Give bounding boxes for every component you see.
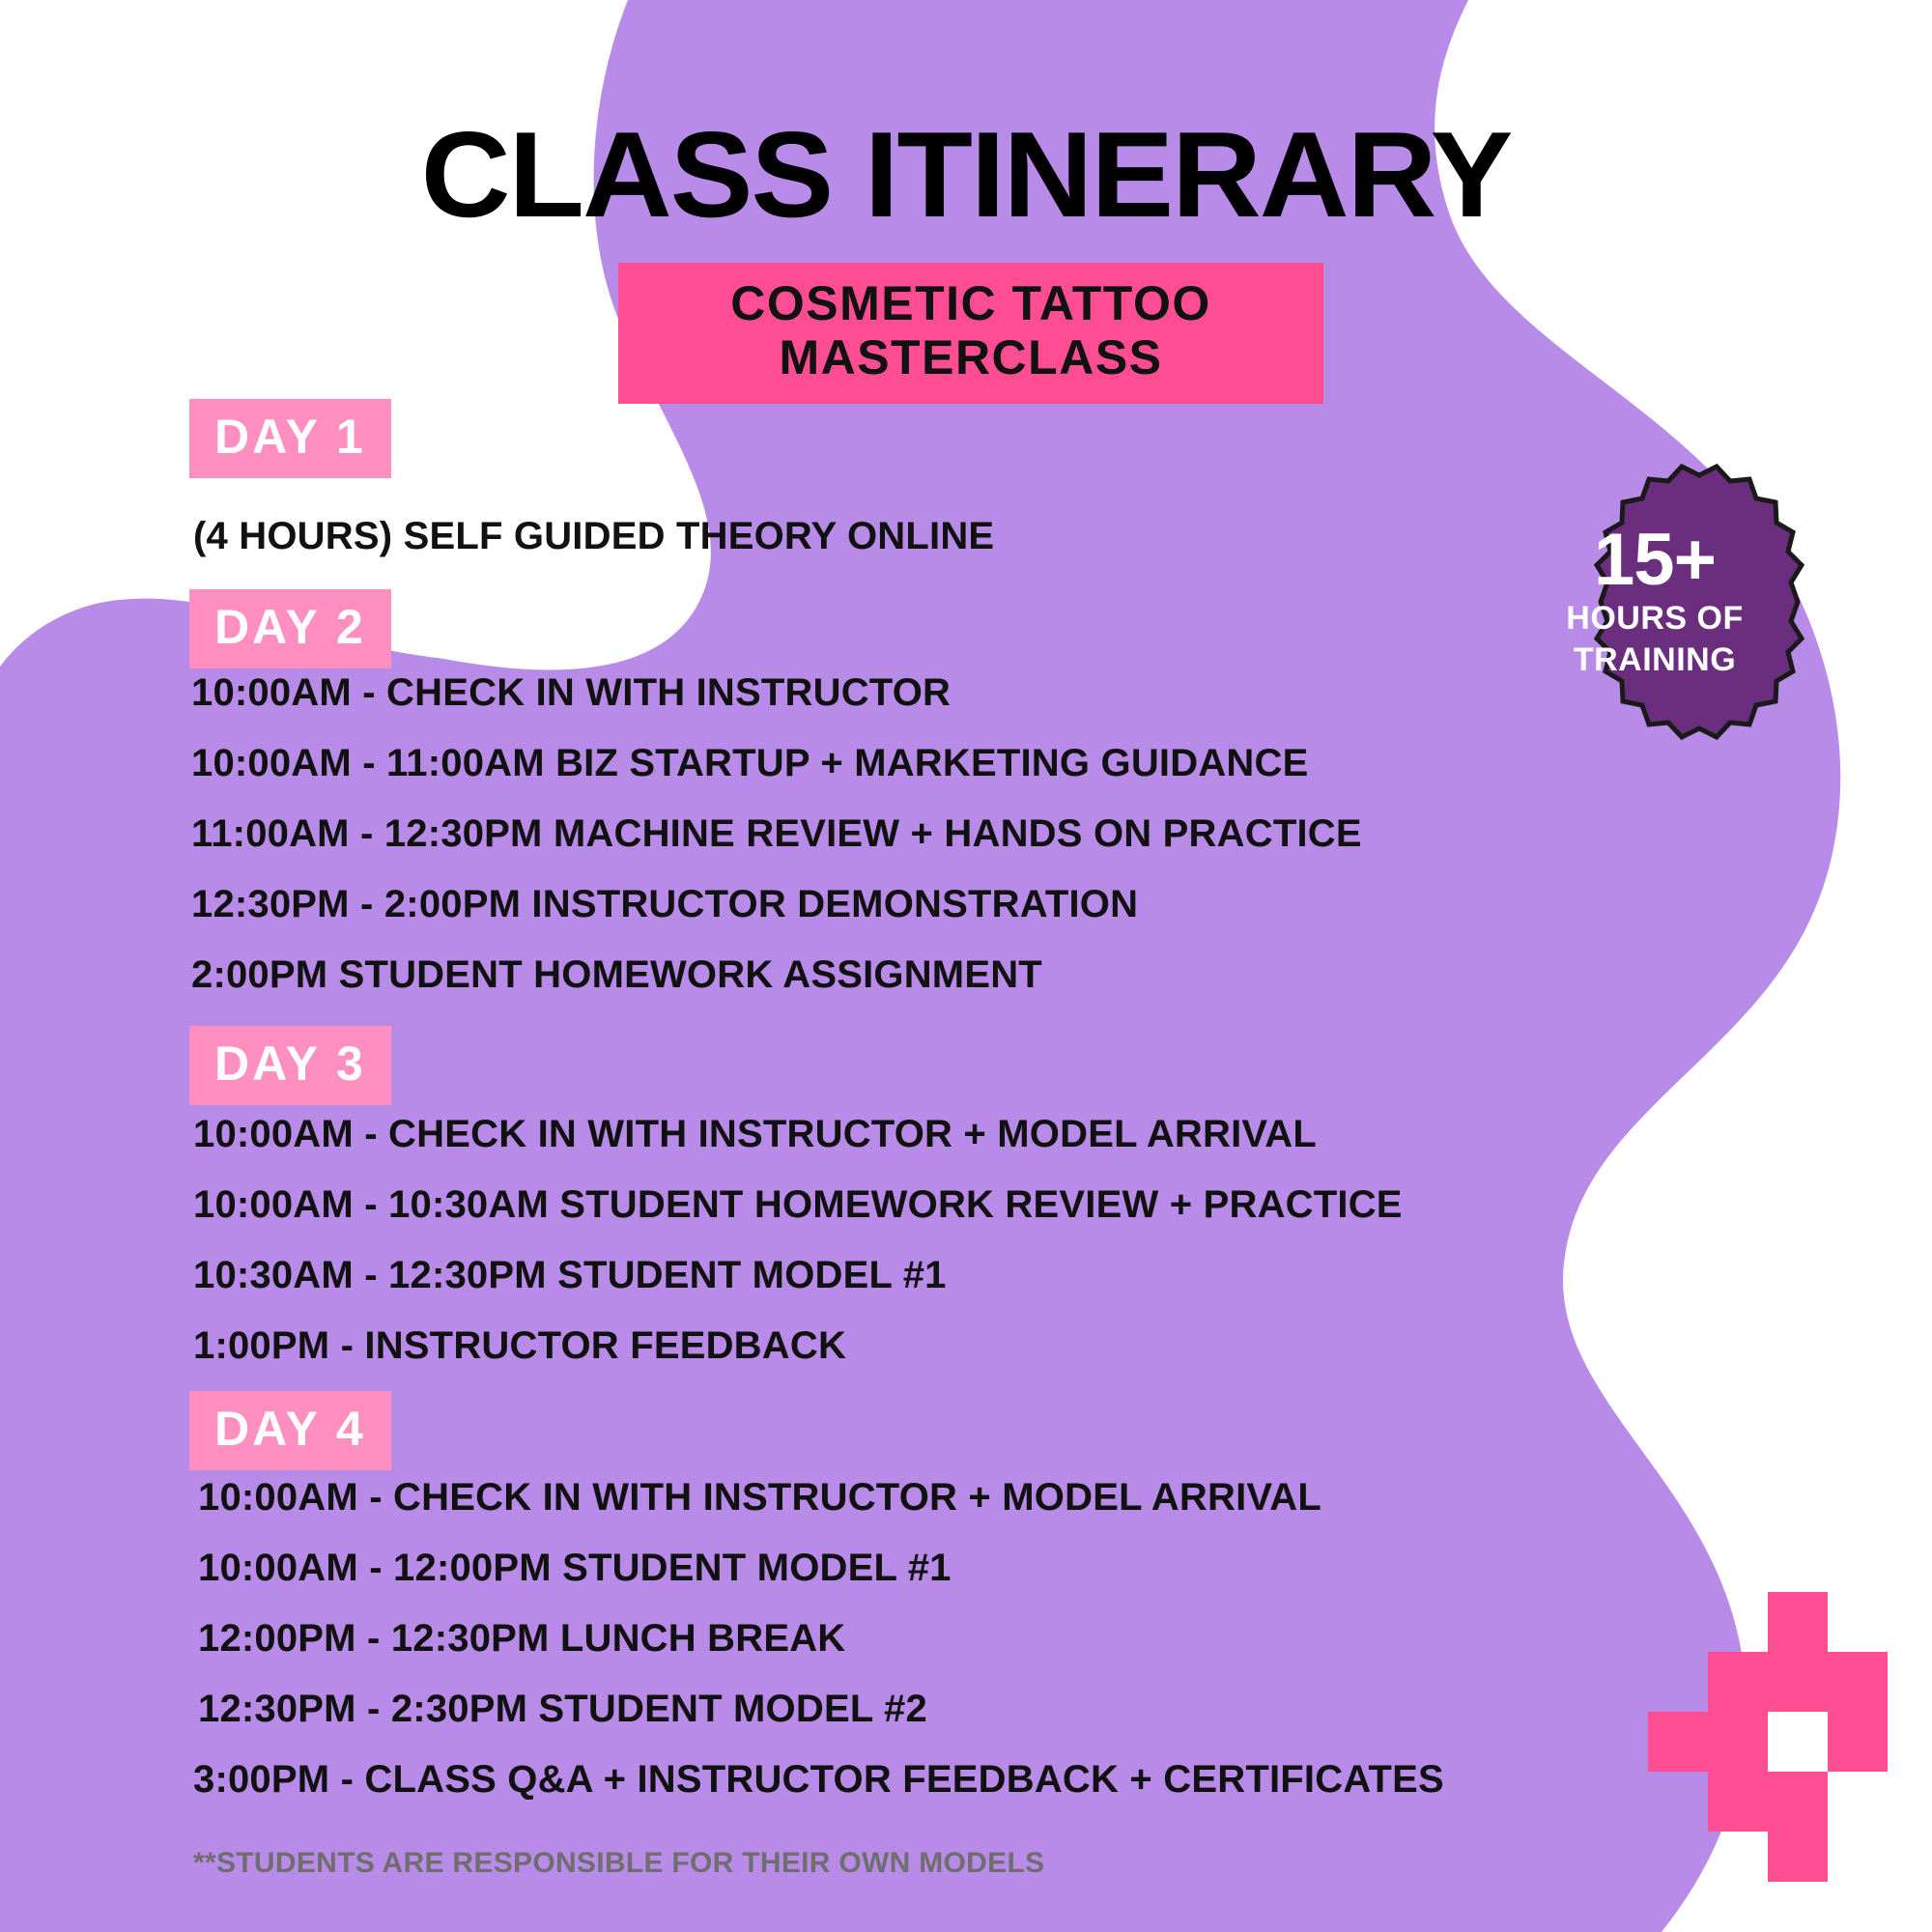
badge-value: 15+: [1594, 519, 1716, 602]
day-badge-1: DAY 1: [189, 399, 391, 478]
itinerary-item: 2:00PM STUDENT HOMEWORK ASSIGNMENT: [191, 953, 1042, 996]
subtitle-line-2: MASTERCLASS: [779, 330, 1163, 384]
itinerary-item: 3:00PM - CLASS Q&A + INSTRUCTOR FEEDBACK + CERTIFICATES: [193, 1758, 1444, 1801]
itinerary-item: 10:00AM - CHECK IN WITH INSTRUCTOR + MODEL ARRIVAL: [198, 1476, 1322, 1519]
itinerary-item: (4 HOURS) SELF GUIDED THEORY ONLINE: [193, 515, 995, 557]
itinerary-item: 12:30PM - 2:30PM STUDENT MODEL #2: [198, 1688, 927, 1730]
itinerary-item: 10:30AM - 12:30PM STUDENT MODEL #1: [193, 1254, 947, 1296]
itinerary-item: 12:00PM - 12:30PM LUNCH BREAK: [198, 1617, 846, 1660]
itinerary-item: 10:00AM - CHECK IN WITH INSTRUCTOR + MODEL ARRIVAL: [193, 1113, 1318, 1155]
itinerary-item: 11:00AM - 12:30PM MACHINE REVIEW + HANDS ON PRACTICE: [191, 812, 1362, 855]
plus-decoration-icon: [1642, 1592, 1893, 1882]
day-badge-2: DAY 2: [189, 589, 391, 668]
page-title: CLASS ITINERARY: [420, 106, 1512, 242]
badge-label-line-2: TRAINING: [1573, 641, 1737, 679]
itinerary-item: 1:00PM - INSTRUCTOR FEEDBACK: [193, 1324, 847, 1367]
badge-label-line-1: HOURS OF: [1566, 600, 1744, 638]
itinerary-item: 10:00AM - 11:00AM BIZ STARTUP + MARKETING GUIDANCE: [191, 742, 1309, 784]
hours-of-training-badge: [1505, 452, 1804, 752]
itinerary-item: 12:30PM - 2:00PM INSTRUCTOR DEMONSTRATION: [191, 883, 1139, 925]
itinerary-item: 10:00AM - 12:00PM STUDENT MODEL #1: [198, 1547, 952, 1589]
day-badge-4: DAY 4: [189, 1391, 391, 1470]
subtitle-line-1: COSMETIC TATTOO: [730, 276, 1211, 330]
itinerary-item: 10:00AM - 10:30AM STUDENT HOMEWORK REVIEW + PRACTICE: [193, 1183, 1403, 1226]
footnote: **STUDENTS ARE RESPONSIBLE FOR THEIR OWN MODELS: [193, 1847, 1045, 1879]
subtitle-banner: [618, 263, 1323, 404]
itinerary-item: 10:00AM - CHECK IN WITH INSTRUCTOR: [191, 671, 952, 714]
day-badge-3: DAY 3: [189, 1026, 391, 1105]
